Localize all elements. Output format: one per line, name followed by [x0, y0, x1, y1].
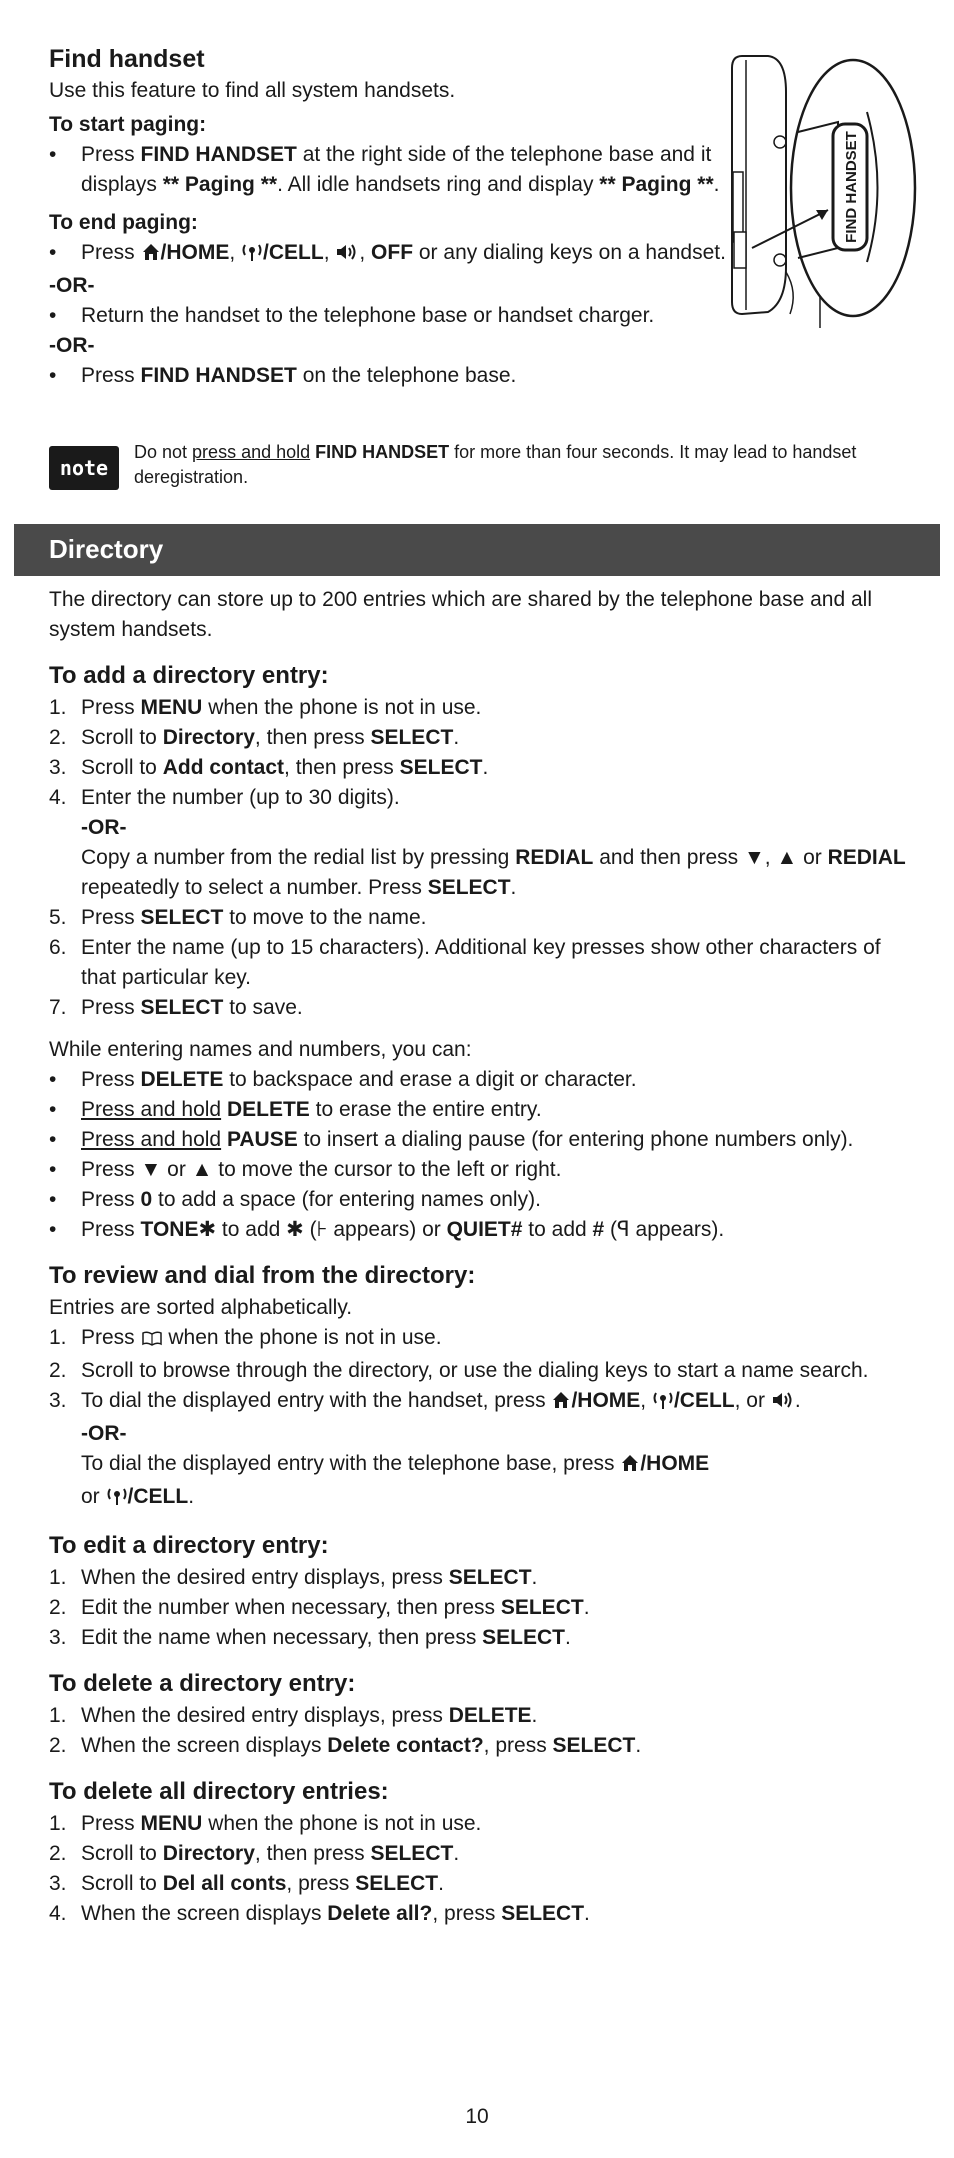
list-item: • Press and hold DELETE to erase the entire entry. — [49, 1098, 542, 1121]
directory-section — [49, 585, 909, 1929]
list-item: 5. Press SELECT to move to the name. — [49, 906, 427, 929]
list-item: 2. Scroll to Directory, then press SELECT. — [49, 1842, 460, 1865]
list-item: 3. Edit the name when necessary, then press SELECT. — [49, 1626, 571, 1649]
edit-steps — [49, 1563, 909, 1653]
down-arrow-icon: ▼ — [743, 846, 765, 869]
list-item: 2. Edit the number when necessary, then press SELECT. — [49, 1596, 590, 1619]
list-item: 1. Press when the phone is not in use. — [49, 1323, 909, 1356]
list-item: • Press TONE✱ to add ✱ (⊦ appears) or QUIET# to add # (ꟼ appears). — [49, 1218, 725, 1241]
list-item: • Press 0 to add a space (for entering names only). — [49, 1188, 541, 1211]
cell-icon — [106, 1485, 128, 1515]
star-icon: ✱ — [286, 1218, 304, 1241]
end-paging-list — [49, 238, 729, 271]
list-item: 3. To dial the displayed entry with the handset, press /HOME, /CELL, or . — [49, 1386, 909, 1419]
directory-intro: The directory can store up to 200 entries which are shared by the telephone base and all system handsets. — [49, 588, 873, 641]
up-arrow-icon: ▲ — [191, 1158, 213, 1181]
p-symbol-icon: ⊦ — [316, 1218, 328, 1241]
find-handset-section — [49, 42, 729, 391]
hash-icon: # — [592, 1218, 605, 1241]
list-item: 4. When the screen displays Delete all?, press SELECT. — [49, 1902, 590, 1925]
review-steps — [49, 1323, 909, 1419]
list-item: • Press DELETE to backspace and erase a digit or character. — [49, 1068, 637, 1091]
list-item: • Press and hold PAUSE to insert a dialing pause (for entering phone numbers only). — [49, 1128, 854, 1151]
paging-display: ** Paging ** — [162, 173, 278, 196]
or-separator: -OR- — [49, 334, 95, 357]
find-handset-button-label: FIND HANDSET — [843, 131, 860, 243]
entering-tips — [49, 1065, 909, 1245]
delete-all-heading: To delete all directory entries: — [49, 1778, 389, 1805]
list-item: 2. Scroll to browse through the directory, or use the dialing keys to start a name search. — [49, 1359, 869, 1382]
list-item: 2. When the screen displays Delete contact?, press SELECT. — [49, 1734, 642, 1757]
note-badge: note — [49, 446, 119, 490]
add-entry-heading: To add a directory entry: — [49, 662, 329, 689]
down-arrow-icon: ▼ — [140, 1158, 162, 1181]
note-box — [49, 440, 909, 490]
list-item: 4. Enter the number (up to 30 digits). — [49, 786, 400, 809]
copy-from-redial-text: Copy a number from the redial list by pressing REDIAL and then press ▼, ▲ or REDIAL repeatedly to select a number. Press SELECT. — [81, 846, 906, 899]
delete-steps — [49, 1701, 909, 1761]
add-entry-steps — [49, 693, 909, 813]
hash-icon: # — [510, 1218, 523, 1241]
list-item: • Press FIND HANDSET on the telephone base. — [49, 361, 729, 391]
key-find-handset: FIND HANDSET — [140, 143, 297, 166]
list-item: • Press FIND HANDSET at the right side of the telephone base and it displays ** Paging **. All idle handsets ring and display ** Paging **. — [49, 140, 729, 200]
bullet: • — [49, 364, 57, 387]
delete-heading: To delete a directory entry: — [49, 1670, 356, 1697]
list-item: 1. When the desired entry displays, press DELETE. — [49, 1704, 538, 1727]
list-item: 1. Press MENU when the phone is not in use. — [49, 1812, 482, 1835]
paging-display: ** Paging ** — [599, 173, 714, 196]
telephone-base-illustration — [728, 52, 918, 330]
list-item: 6. Enter the name (up to 15 characters). Additional key presses show other characters of that particular key. — [49, 936, 881, 989]
bullet: • — [49, 304, 57, 327]
home-icon — [551, 1389, 571, 1419]
book-icon — [141, 1326, 163, 1356]
speaker-icon — [771, 1389, 795, 1419]
list-item: • Press ▼ or ▲ to move the cursor to the left or right. — [49, 1158, 562, 1181]
list-item: 1. When the desired entry displays, press SELECT. — [49, 1566, 538, 1589]
entering-intro: While entering names and numbers, you can: — [49, 1038, 472, 1061]
page-number: 10 — [465, 2105, 489, 2128]
bullet: • — [49, 143, 57, 166]
bullet: • — [49, 241, 57, 264]
review-intro: Entries are sorted alphabetically. — [49, 1296, 353, 1319]
key-off: OFF — [371, 241, 414, 264]
end-paging-heading: To end paging: — [49, 211, 198, 234]
list-item: 1. Press MENU when the phone is not in use. — [49, 696, 482, 719]
list-item: 2. Scroll to Directory, then press SELECT. — [49, 726, 460, 749]
directory-banner-title: Directory — [49, 534, 164, 564]
note-text: Do not press and hold FIND HANDSET for more than four seconds. It may lead to handset deregistration. — [134, 442, 857, 487]
start-paging-heading: To start paging: — [49, 113, 207, 136]
list-item: 3. Scroll to Add contact, then press SELECT. — [49, 756, 489, 779]
cell-icon — [652, 1389, 674, 1419]
home-icon — [620, 1452, 640, 1482]
home-icon — [141, 241, 161, 271]
up-arrow-icon: ▲ — [776, 846, 798, 869]
cell-icon — [241, 241, 263, 271]
or-separator: -OR- — [81, 1422, 127, 1445]
directory-banner — [14, 524, 940, 576]
edit-heading: To edit a directory entry: — [49, 1532, 329, 1559]
speaker-icon — [335, 241, 359, 271]
find-handset-title: Find handset — [49, 45, 205, 73]
list-item: 3. Scroll to Del all conts, press SELECT. — [49, 1872, 444, 1895]
q-symbol-icon: ꟼ — [617, 1218, 630, 1241]
start-paging-list — [49, 140, 729, 200]
list-item: • Press /HOME, /CELL, , OFF or any dialing keys on a handset. — [49, 238, 729, 271]
dial-from-base-text: To dial the displayed entry with the telephone base, press /HOME or /CELL. — [49, 1449, 909, 1515]
list-item: • Return the handset to the telephone base or handset charger. — [49, 301, 729, 331]
or-separator: -OR- — [81, 816, 127, 839]
or-separator: -OR- — [49, 274, 95, 297]
star-icon: ✱ — [198, 1218, 217, 1241]
find-handset-intro: Use this feature to find all system handsets. — [49, 79, 456, 102]
list-item: 7. Press SELECT to save. — [49, 996, 303, 1019]
delete-all-steps — [49, 1809, 909, 1929]
review-heading: To review and dial from the directory: — [49, 1262, 476, 1289]
